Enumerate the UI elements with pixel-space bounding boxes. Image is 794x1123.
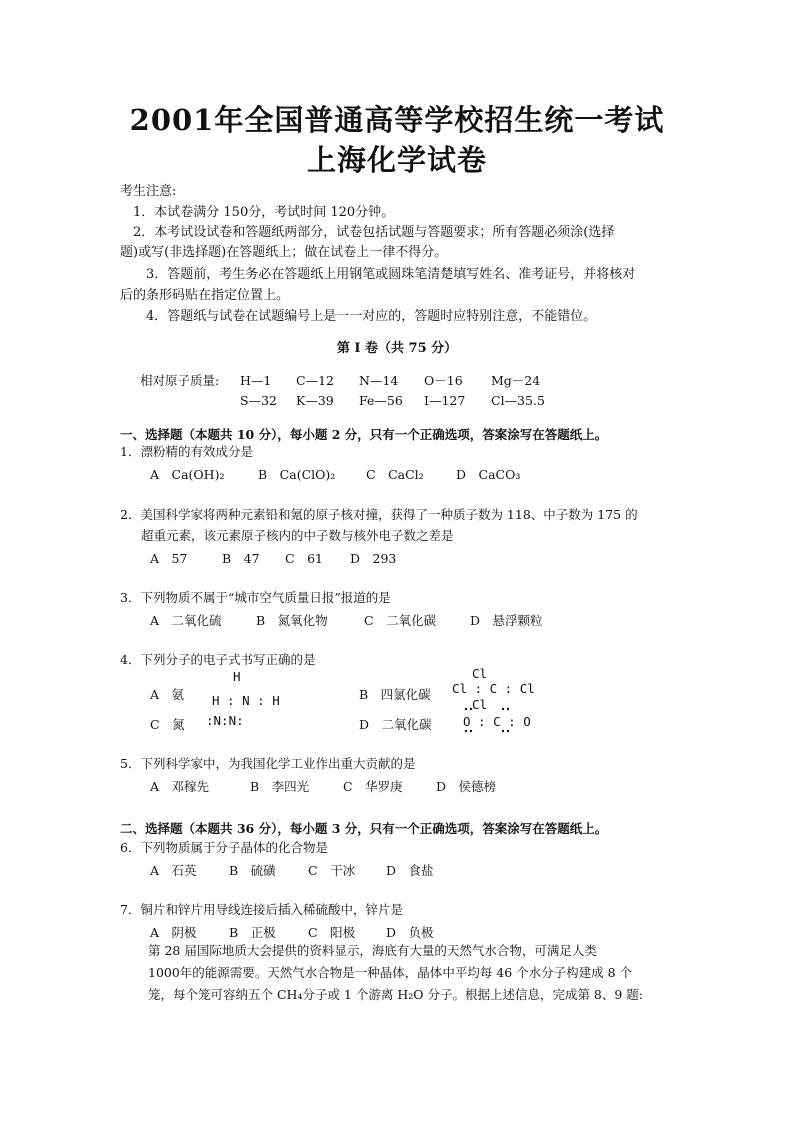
part1-heading: 第 I 卷（共 75 分）	[336, 341, 458, 356]
q3-option-c: C 二氧化碳	[364, 613, 437, 628]
q6-option-b: B 硫磺	[229, 863, 276, 878]
q4-option-b: B 四氯化碳	[359, 687, 431, 702]
q2-option-d: D 293	[350, 551, 397, 566]
q2-option-c: C 61	[285, 551, 323, 566]
atomic-mass-cl: Cl—35.5	[491, 393, 545, 408]
exam-subtitle: 上海化学试卷	[306, 143, 487, 177]
q2-option-b: B 47	[222, 551, 260, 566]
q6-option-d: D 食盐	[386, 863, 434, 878]
section2-heading: 二、选择题（本题共 36 分），每小题 3 分，只有一个正确选项，答案涂写在答题纸上。	[120, 821, 608, 836]
notice-item-3a: 3．答题前，考生务必在答题纸上用钢笔或圆珠笔清楚填写姓名、准考证号，并将核对	[146, 267, 636, 282]
q7-option-d: D 负极	[386, 925, 434, 940]
q2-stem-b: 超重元素，该元素原子核内的中子数与核外电子数之差是	[141, 528, 454, 543]
q3-stem: 3．下列物质不属于“城市空气质量日报”报道的是	[120, 590, 391, 605]
section1-heading: 一、选择题（本题共 10 分），每小题 2 分，只有一个正确选项，答案涂写在答题纸上。	[120, 427, 608, 442]
atomic-mass-label: 相对原子质量:	[140, 373, 220, 388]
q7-stem: 7．铜片和锌片用导线连接后插入稀硫酸中，锌片是	[120, 902, 403, 917]
q7-option-a: A 阴极	[150, 925, 197, 940]
atomic-mass-s: S—32	[240, 393, 277, 408]
q4-option-d: D 二氧化碳	[359, 717, 432, 732]
q1-stem: 1．漂粉精的有效成分是	[120, 444, 253, 459]
q5-option-b: B 李四光	[250, 779, 310, 794]
q6-option-c: C 干冰	[308, 863, 356, 878]
exam-title: 2001年全国普通高等学校招生统一考试	[129, 103, 665, 137]
atomic-mass-h: H—1	[240, 373, 272, 388]
notice-item-1: 1．本试卷满分 150分，考试时间 120分钟。	[133, 205, 395, 220]
atomic-mass-n: N—14	[359, 373, 399, 388]
passage-line-1: 第 28 届国际地质大会提供的资料显示，海底有大量的天然气水合物，可满足人类	[148, 943, 597, 958]
passage-line-3: 笼，每个笼可容纳五个 CH₄分子或 1 个游离 H₂O 分子。根据上述信息，完成第 8、9 题:	[148, 987, 644, 1002]
q4-lewis-a: H : N : H	[212, 693, 280, 708]
notice-heading: 考生注意:	[120, 184, 177, 199]
atomic-mass-fe: Fe—56	[359, 393, 403, 408]
atomic-mass-k: K—39	[296, 393, 334, 408]
q4-lewis-b-top: Cl	[472, 666, 488, 681]
q5-option-d: D 侯德榜	[436, 779, 497, 794]
q2-option-a: A 57	[150, 551, 188, 566]
notice-item-2a: 2．本考试设试卷和答题纸两部分，试卷包括试题与答题要求；所有答题必须涂(选择	[133, 225, 615, 240]
q5-option-c: C 华罗庚	[343, 779, 403, 794]
atomic-mass-c: C—12	[296, 373, 334, 388]
q1-option-a: A Ca(OH)₂	[150, 467, 225, 482]
atomic-mass-mg: Mg－24	[491, 373, 541, 388]
q2-stem-a: 2．美国科学家将两种元素铅和氪的原子核对撞，获得了一种质子数为 118、中子数为 175 的	[120, 507, 638, 522]
q4-stem: 4．下列分子的电子式书写正确的是	[120, 652, 316, 667]
co2-lone-pair-dots	[460, 706, 520, 734]
notice-item-2b: 题)或写(非选择题)在答题纸上；做在试卷上一律不得分。	[120, 245, 448, 260]
q7-option-c: C 阳极	[308, 925, 356, 940]
q3-option-b: B 氮氧化物	[256, 613, 328, 628]
q6-stem: 6．下列物质属于分子晶体的化合物是	[120, 840, 328, 855]
q7-option-b: B 正极	[229, 925, 276, 940]
q4-option-a: A 氨	[150, 687, 185, 702]
q1-option-b: B Ca(ClO)₂	[258, 467, 336, 482]
q4-lewis-b-bot: Cl	[472, 697, 488, 712]
q1-option-d: D CaCO₃	[456, 467, 521, 482]
notice-item-3b: 后的条形码贴在指定位置上。	[120, 288, 290, 303]
q3-option-a: A 二氧化硫	[150, 613, 222, 628]
q4-lewis-d: O : C : O	[463, 714, 531, 729]
q6-option-a: A 石英	[150, 863, 197, 878]
q3-option-d: D 悬浮颗粒	[470, 613, 543, 628]
q5-stem: 5．下列科学家中，为我国化学工业作出重大贡献的是	[120, 756, 416, 771]
q5-option-a: A 邓稼先	[150, 779, 210, 794]
q4-lewis-c: :N:N:	[206, 713, 244, 728]
q1-option-c: C CaCl₂	[366, 467, 424, 482]
atomic-mass-o: O－16	[424, 373, 463, 388]
notice-item-4: 4．答题纸与试卷在试题编号上是一一对应的，答题时应特别注意，不能错位。	[146, 309, 597, 324]
atomic-mass-i: I—127	[424, 393, 466, 408]
q4-lewis-a-top: H	[233, 669, 241, 684]
q4-option-c: C 氮	[150, 717, 185, 732]
passage-line-2: 1000年的能源需要。天然气水合物是一种晶体，晶体中平均每 46 个水分子构建成 8 个	[148, 965, 633, 980]
q4-lewis-b: Cl : C : Cl	[452, 681, 535, 696]
